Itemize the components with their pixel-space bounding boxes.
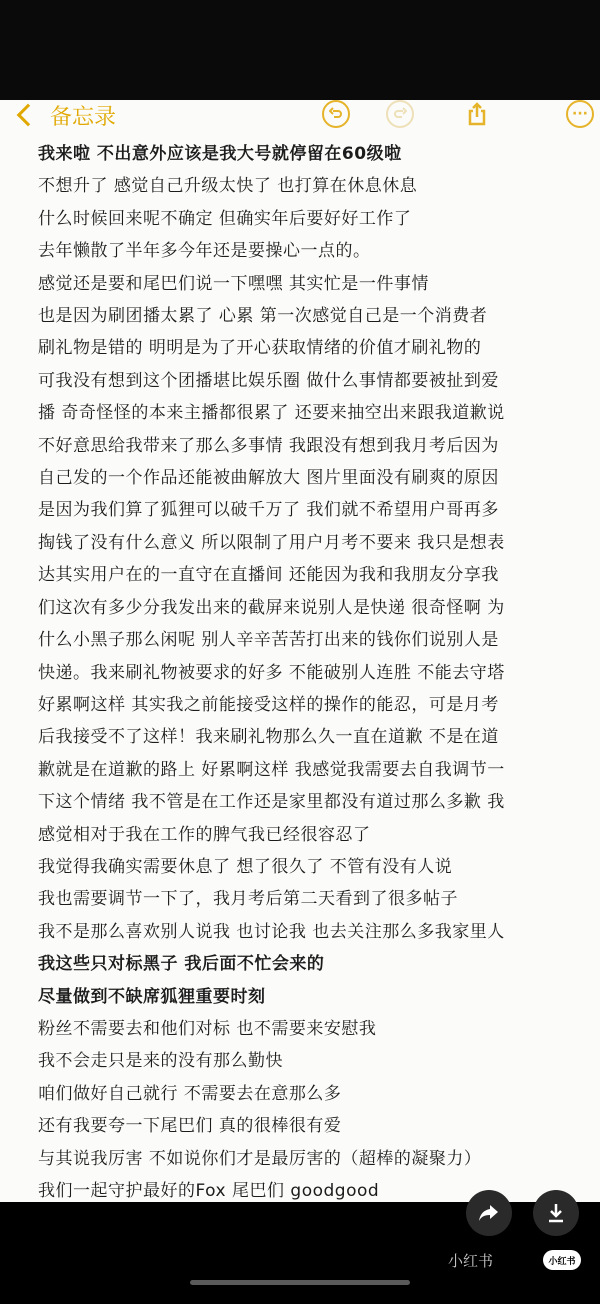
share-icon[interactable] <box>465 102 489 126</box>
share-arrow-button[interactable] <box>466 1190 512 1236</box>
note-line: 什么小黑子那么闲呢 别人辛辛苦苦打出来的钱你们说别人是 <box>38 630 499 651</box>
more-icon[interactable]: ··· <box>566 100 594 128</box>
note-line: 我觉得我确实需要休息了 想了很久了 不管有没有人说 <box>38 856 453 877</box>
note-line: 播 奇奇怪怪的本来主播都很累了 还要来抽空出来跟我道歉说 <box>38 403 505 424</box>
note-line: 快递。我来刷礼物被要求的好多 不能破别人连胜 不能去守塔 <box>38 662 505 683</box>
back-chevron-icon <box>17 104 40 127</box>
note-line: 我不是那么喜欢别人说我 也讨论我 也去关注那么多我家里人 <box>38 921 505 942</box>
note-line: 下这个情绪 我不管是在工作还是家里都没有道过那么多歉 我 <box>38 792 505 813</box>
note-line: 歉就是在道歉的路上 好累啊这样 我感觉我需要去自我调节一 <box>38 759 505 780</box>
watermark-logo: 小红书 <box>543 1250 581 1270</box>
undo-icon[interactable] <box>322 100 350 128</box>
note-line: 们这次有多少分我发出来的截屏来说别人是快递 很奇怪啊 为 <box>38 597 505 618</box>
note-line: 我也需要调节一下了，我月考后第二天看到了很多帖子 <box>38 889 458 910</box>
note-line: 什么时候回来呢不确定 但确实年后要好好工作了 <box>38 208 412 229</box>
note-line: 感觉还是要和尾巴们说一下嘿嘿 其实忙是一件事情 <box>38 273 429 294</box>
note-line: 不想升了 感觉自己升级太快了 也打算在休息休息 <box>38 176 418 197</box>
back-button[interactable] <box>14 100 116 130</box>
download-button[interactable] <box>533 1190 579 1236</box>
note-line: 是因为我们算了狐狸可以破千万了 我们就不希望用户哥再多 <box>38 500 499 521</box>
note-line: 刷礼物是错的 明明是为了开心获取情绪的价值才刷礼物的 <box>38 338 482 359</box>
note-line: 去年懒散了半年多今年还是要操心一点的。 <box>38 241 371 262</box>
watermark-text: 小红书 <box>448 1252 494 1270</box>
note-line: 达其实用户在的一直守在直播间 还能因为我和我朋友分享我 <box>38 565 499 586</box>
note-line: 也是因为刷团播太累了 心累 第一次感觉自己是一个消费者 <box>38 306 488 327</box>
home-indicator <box>190 1280 410 1285</box>
note-line: 我不会走只是来的没有那么勤快 <box>38 1051 283 1072</box>
note-line: 我这些只对标黑子 我后面不忙会来的 <box>38 954 325 975</box>
note-line: 咱们做好自己就行 不需要去在意那么多 <box>38 1083 342 1104</box>
note-line: 不好意思给我带来了那么多事情 我跟没有想到我月考后因为 <box>38 435 499 456</box>
note-line: 尽量做到不缺席狐狸重要时刻 <box>38 986 266 1007</box>
note-line: 与其说我厉害 不如说你们才是最厉害的（超棒的凝聚力） <box>38 1148 482 1169</box>
note-line: 后我接受不了这样！我来刷礼物那么久一直在道歉 不是在道 <box>38 727 499 748</box>
note-line: 还有我要夸一下尾巴们 真的很棒很有爱 <box>38 1116 342 1137</box>
top-black-bar <box>0 0 600 100</box>
note-line: 我们一起守护最好的Fox 尾巴们 goodgood <box>38 1181 380 1201</box>
note-line: 可我没有想到这个团播堪比娱乐圈 做什么事情都要被扯到爱 <box>38 370 499 391</box>
notes-toolbar <box>0 100 600 134</box>
note-line: 好累啊这样 其实我之前能接受这样的操作的能忍，可是月考 <box>38 694 499 715</box>
note-line: 感觉相对于我在工作的脾气我已经很容忍了 <box>38 824 371 845</box>
note-line: 自己发的一个作品还能被曲解放大 图片里面没有刷爽的原因 <box>38 468 499 489</box>
share-arrow-icon <box>478 1203 500 1223</box>
note-line: 我来啦 不出意外应该是我大号就停留在60级啦 <box>38 144 402 164</box>
back-label: 备忘录 <box>50 104 117 130</box>
download-icon <box>546 1202 566 1224</box>
note-body[interactable] <box>38 138 558 1207</box>
note-line: 掏钱了没有什么意义 所以限制了用户月考不要来 我只是想表 <box>38 532 505 553</box>
redo-icon[interactable] <box>386 100 414 128</box>
note-line: 粉丝不需要去和他们对标 也不需要来安慰我 <box>38 1018 377 1039</box>
